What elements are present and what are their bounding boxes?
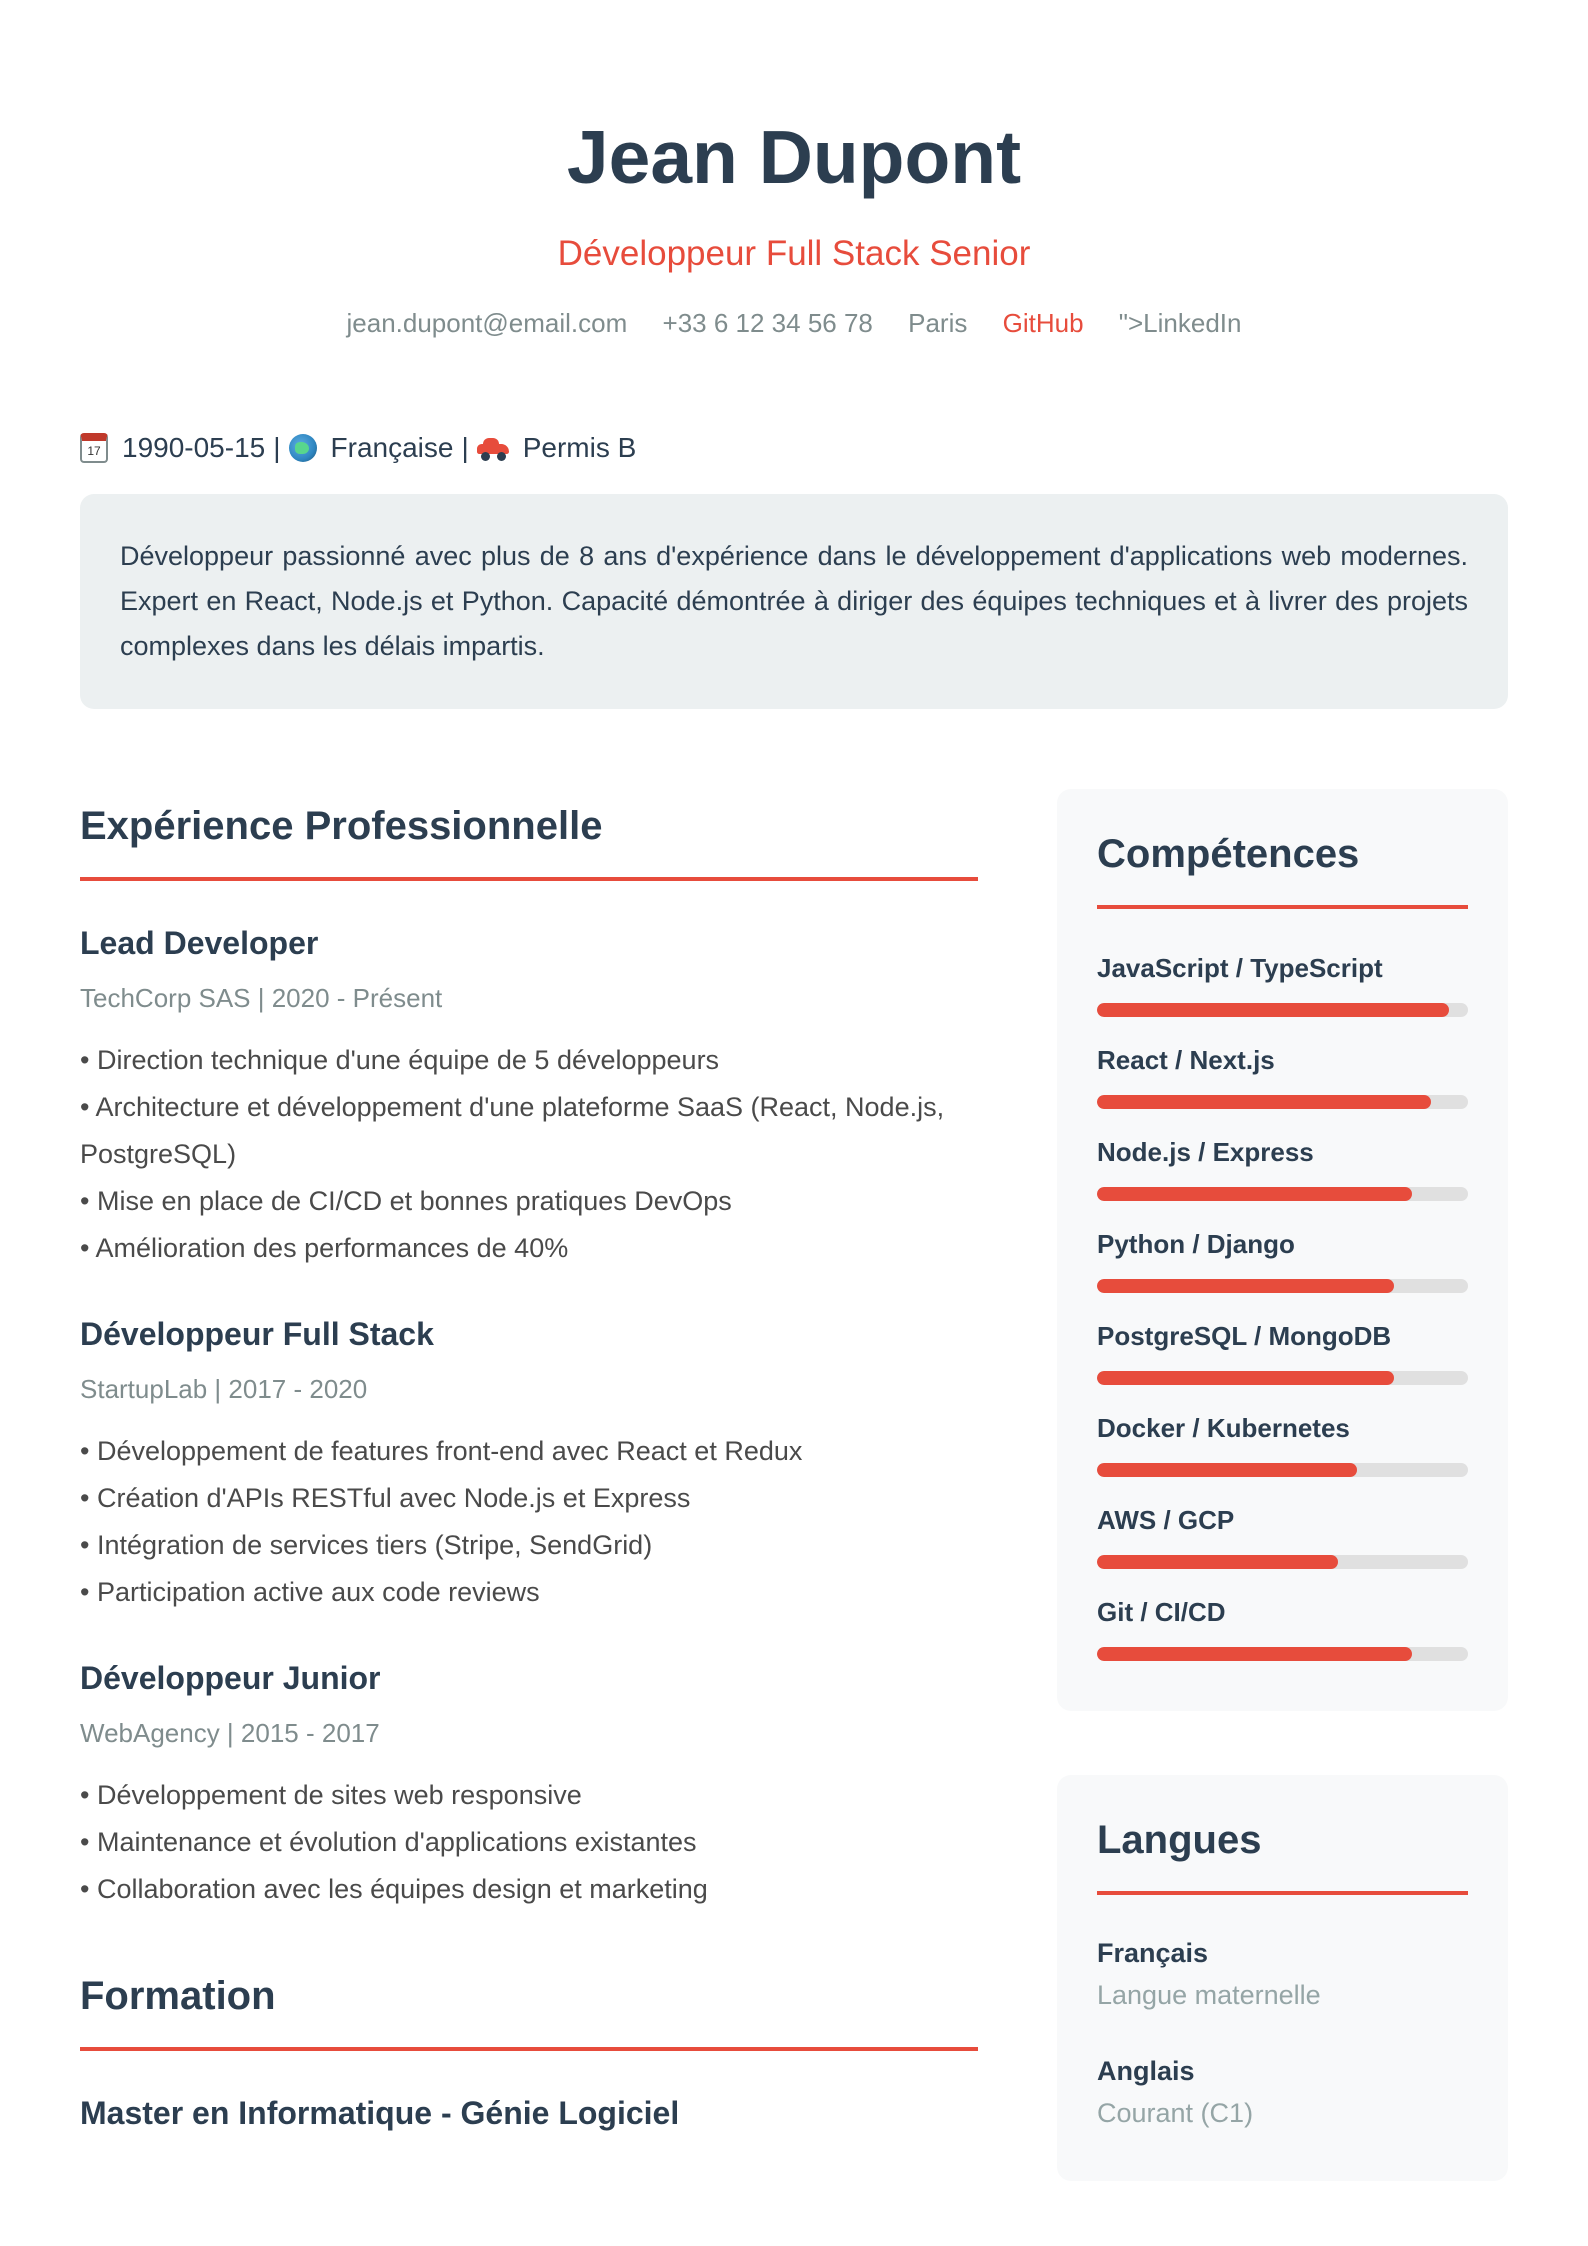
languages-card — [1057, 1775, 1508, 2181]
skill-item — [1097, 1411, 1468, 1477]
skill-bar-fill — [1097, 1647, 1412, 1661]
experience-entry — [80, 1658, 978, 1913]
email-text: jean.dupont@email.com — [346, 308, 628, 338]
license-text: Permis B — [522, 432, 637, 463]
skill-name: PostgreSQL / MongoDB — [1097, 1321, 1392, 1351]
skill-bar — [1097, 1463, 1468, 1477]
github-link[interactable]: GitHub — [1002, 308, 1084, 338]
skill-bar-fill — [1097, 1463, 1357, 1477]
skill-name: Git / CI/CD — [1097, 1597, 1226, 1627]
personal-info — [80, 428, 1508, 468]
skill-name: AWS / GCP — [1097, 1505, 1235, 1535]
skill-name: Docker / Kubernetes — [1097, 1413, 1350, 1443]
experience-heading: Expérience Professionnelle — [80, 804, 603, 848]
sidebar-column — [1057, 789, 1508, 2181]
languages-list — [1097, 1935, 1468, 2131]
skill-item — [1097, 1503, 1468, 1569]
experience-title: Développeur Full Stack — [80, 1316, 434, 1352]
experience-meta: WebAgency | 2015 - 2017 — [80, 1718, 380, 1748]
birthdate-text: 1990-05-15 — [122, 432, 266, 463]
calendar-icon: 17 — [80, 433, 108, 463]
skill-bar-fill — [1097, 1279, 1394, 1293]
language-level: Courant (C1) — [1097, 2098, 1254, 2128]
section-divider — [1097, 905, 1468, 909]
skill-bar — [1097, 1187, 1468, 1201]
bullet-item: • Maintenance et évolution d'applications existantes — [80, 1827, 697, 1857]
bullet-item: • Intégration de services tiers (Stripe, SendGrid) — [80, 1530, 653, 1560]
experience-list — [80, 923, 978, 1913]
section-divider — [80, 2047, 978, 2051]
contact-line — [80, 306, 1508, 340]
language-item — [1097, 2053, 1468, 2131]
skill-bar-fill — [1097, 1003, 1449, 1017]
skill-bar — [1097, 1555, 1468, 1569]
separator: | — [461, 432, 469, 463]
experience-bullets — [80, 1037, 978, 1272]
skill-item — [1097, 1227, 1468, 1293]
experience-title: Lead Developer — [80, 925, 319, 961]
experience-title: Développeur Junior — [80, 1660, 381, 1696]
bullet-item: • Amélioration des performances de 40% — [80, 1233, 569, 1263]
bullet-item: • Participation active aux code reviews — [80, 1577, 540, 1607]
language-name: Français — [1097, 1938, 1209, 1968]
bullet-item: • Direction technique d'une équipe de 5 développeurs — [80, 1045, 720, 1075]
phone-text: +33 6 12 34 56 78 — [662, 308, 873, 338]
education-heading: Formation — [80, 1974, 276, 2018]
education-title: Master en Informatique - Génie Logiciel — [80, 2095, 680, 2131]
cv-header — [80, 0, 1508, 340]
globe-icon — [289, 434, 317, 462]
skill-name: Python / Django — [1097, 1229, 1295, 1259]
skills-list — [1097, 951, 1468, 1661]
skill-bar-fill — [1097, 1371, 1394, 1385]
person-name: Jean Dupont — [566, 115, 1022, 199]
section-divider — [80, 877, 978, 881]
skill-name: React / Next.js — [1097, 1045, 1275, 1075]
experience-bullets — [80, 1428, 978, 1616]
skill-bar-fill — [1097, 1095, 1431, 1109]
skills-card — [1057, 789, 1508, 1711]
cv-page — [80, 0, 1508, 2131]
language-name: Anglais — [1097, 2056, 1195, 2086]
separator: | — [273, 432, 281, 463]
nationality-text: Française — [330, 432, 454, 463]
job-title-headline: Développeur Full Stack Senior — [557, 234, 1031, 273]
language-level: Langue maternelle — [1097, 1980, 1321, 2010]
bullet-item: • Mise en place de CI/CD et bonnes pratiques DevOps — [80, 1186, 732, 1216]
skill-bar — [1097, 1371, 1468, 1385]
bullet-item: • Architecture et développement d'une plateforme SaaS (React, Node.js, PostgreSQL) — [80, 1092, 945, 1169]
skill-item — [1097, 1595, 1468, 1661]
bullet-item: • Collaboration avec les équipes design et marketing — [80, 1874, 708, 1904]
experience-bullets — [80, 1772, 978, 1913]
skill-bar — [1097, 1647, 1468, 1661]
skill-item — [1097, 1319, 1468, 1385]
linkedin-link[interactable]: ">LinkedIn — [1118, 308, 1242, 338]
language-item — [1097, 1935, 1468, 2013]
bullet-item: • Création d'APIs RESTful avec Node.js et Express — [80, 1483, 691, 1513]
section-divider — [1097, 1891, 1468, 1895]
skill-bar — [1097, 1279, 1468, 1293]
education-entry — [80, 2093, 978, 2133]
skill-bar-fill — [1097, 1187, 1412, 1201]
profile-summary: Développeur passionné avec plus de 8 ans d'expérience dans le développement d'applications web modernes. Expert en React, Node.js et Python. Capacité démontrée à diriger des équipes techniques et à livrer des projets complexes dans les délais impartis. — [80, 494, 1508, 709]
skill-name: Node.js / Express — [1097, 1137, 1314, 1167]
skill-item — [1097, 951, 1468, 1017]
languages-heading: Langues — [1097, 1818, 1262, 1862]
skill-name: JavaScript / TypeScript — [1097, 953, 1383, 983]
car-icon — [477, 438, 509, 458]
experience-entry — [80, 923, 978, 1272]
experience-entry — [80, 1314, 978, 1616]
skills-heading: Compétences — [1097, 832, 1360, 876]
skill-bar — [1097, 1003, 1468, 1017]
experience-meta: StartupLab | 2017 - 2020 — [80, 1374, 368, 1404]
skill-bar — [1097, 1095, 1468, 1109]
bullet-item: • Développement de sites web responsive — [80, 1780, 582, 1810]
skill-item — [1097, 1135, 1468, 1201]
skill-item — [1097, 1043, 1468, 1109]
city-text: Paris — [908, 308, 968, 338]
main-column — [80, 789, 978, 2133]
experience-meta: TechCorp SAS | 2020 - Présent — [80, 983, 443, 1013]
skill-bar-fill — [1097, 1555, 1338, 1569]
bullet-item: • Développement de features front-end avec React et Redux — [80, 1436, 803, 1466]
